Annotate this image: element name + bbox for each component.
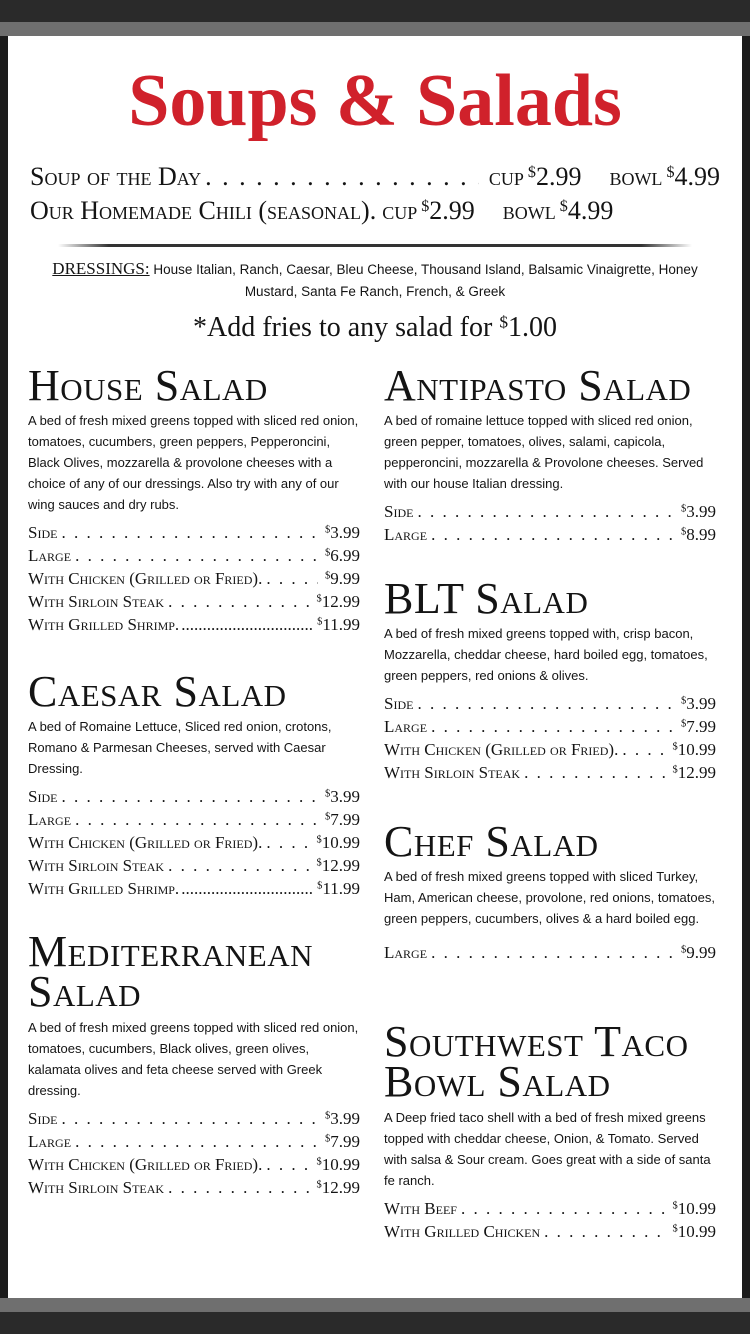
price-row xyxy=(28,810,360,833)
bowl-price: $4.99 xyxy=(559,196,614,225)
item-price: $12.99 xyxy=(316,856,360,876)
price-row xyxy=(28,569,360,592)
item-name: Large xyxy=(384,717,428,737)
item-name: With Sirloin Steak xyxy=(28,856,165,876)
price-row xyxy=(28,787,360,810)
leader-dots xyxy=(266,1155,309,1175)
section-title: BLT Salad xyxy=(384,574,589,623)
item-price: $11.99 xyxy=(317,615,360,635)
salad-section-chef xyxy=(384,817,716,966)
leader-dots xyxy=(75,546,318,566)
item-price: $10.99 xyxy=(672,740,716,760)
price-row xyxy=(28,1178,360,1201)
soup-name: Our Homemade Chili (seasonal). xyxy=(30,196,377,225)
leader-dots xyxy=(181,615,312,635)
price-row xyxy=(384,1222,716,1245)
leader-dots xyxy=(417,502,674,522)
leader-dots xyxy=(168,592,309,612)
section-title: House Salad xyxy=(28,361,268,410)
cup-label: cup xyxy=(382,196,418,225)
leader-dots xyxy=(622,740,665,760)
price-row xyxy=(384,740,716,763)
item-price: $8.99 xyxy=(680,525,716,545)
item-price: $10.99 xyxy=(316,833,360,853)
leader-dots xyxy=(75,1132,318,1152)
price-row xyxy=(28,1132,360,1155)
bowl-label: bowl xyxy=(502,196,556,225)
section-title: Southwest Taco Bowl Salad xyxy=(384,1017,689,1107)
salad-section-blt xyxy=(384,574,716,786)
leader-dots xyxy=(266,833,309,853)
top-frame xyxy=(0,0,750,22)
leader-dots xyxy=(431,943,674,963)
price-list xyxy=(28,1109,360,1201)
price-row xyxy=(384,763,716,786)
leader-dots xyxy=(181,879,312,899)
section-title: Antipasto Salad xyxy=(384,361,692,410)
price-row xyxy=(384,717,716,740)
leader-dots xyxy=(61,523,318,543)
item-price: $12.99 xyxy=(316,592,360,612)
item-price: $11.99 xyxy=(317,879,360,899)
item-name: With Chicken (Grilled or Fried). xyxy=(384,740,619,760)
item-name: With Grilled Chicken xyxy=(384,1221,541,1241)
price-row xyxy=(28,523,360,546)
leader-dots xyxy=(461,1199,666,1219)
item-name: With Chicken (Grilled or Fried). xyxy=(28,833,263,853)
item-name: Large xyxy=(28,1131,72,1151)
price-row xyxy=(28,546,360,569)
leader-dots xyxy=(266,569,318,589)
price-row xyxy=(384,502,716,525)
item-name: With Chicken (Grilled or Fried). xyxy=(28,569,263,589)
price-row xyxy=(384,694,716,717)
item-name: With Grilled Shrimp. xyxy=(28,615,180,635)
price-row xyxy=(28,615,360,638)
fries-text: *Add fries to any salad for xyxy=(192,312,500,343)
item-name: Side xyxy=(384,694,414,714)
dressings-list: House Italian, Ranch, Caesar, Bleu Cheese, Thousand Island, Balsamic Vinaigrette, Honey Mustard, Santa Fe Ranch, French, & Greek xyxy=(153,262,698,299)
item-name: Side xyxy=(384,502,414,522)
price-list xyxy=(384,694,716,786)
bowl-label: bowl xyxy=(609,162,663,191)
section-description: A Deep fried taco shell with a bed of fresh mixed greens topped with cheddar cheese, Onion, & Tomato. Served with salsa & Sour cream. Goes great with a side of santa fe ranch. xyxy=(384,1109,711,1188)
item-price: $3.99 xyxy=(324,1108,360,1128)
item-name: With Beef xyxy=(384,1198,457,1218)
leader-dots xyxy=(431,717,674,737)
price-row xyxy=(28,856,360,879)
price-row xyxy=(28,1109,360,1132)
price-row xyxy=(384,943,716,966)
bottom-frame xyxy=(0,1312,750,1334)
leader-dots xyxy=(75,810,318,830)
leader-dots xyxy=(168,1178,309,1198)
section-title: Chef Salad xyxy=(384,817,599,866)
price-list xyxy=(28,523,360,638)
fries-note: *Add fries to any salad for $1.00 xyxy=(192,312,558,343)
price-list xyxy=(384,943,716,966)
item-price: $10.99 xyxy=(672,1198,716,1218)
item-price: $3.99 xyxy=(680,502,716,522)
item-price: $10.99 xyxy=(672,1221,716,1241)
leader-dots xyxy=(168,856,309,876)
leader-dots xyxy=(544,1222,665,1242)
soup-name: Soup of the Day xyxy=(30,162,202,191)
price-list xyxy=(384,502,716,548)
divider-rule xyxy=(58,244,692,247)
price-list xyxy=(384,1199,716,1245)
section-description: A bed of fresh mixed greens topped with sliced Turkey, Ham, American cheese, provolone, red onions, tomatoes, green peppers, cucumbers, olives & a hard boiled egg. xyxy=(384,869,715,927)
cup-label: cup xyxy=(488,162,524,191)
soup-row xyxy=(30,196,720,230)
item-price: $12.99 xyxy=(672,763,716,783)
salad-section-taco xyxy=(384,1017,716,1245)
item-price: $7.99 xyxy=(324,810,360,830)
salad-section-house xyxy=(28,361,360,638)
leader-dots xyxy=(61,787,318,807)
price-list xyxy=(28,787,360,902)
item-price: $3.99 xyxy=(680,694,716,714)
item-name: Side xyxy=(28,523,58,543)
price-row xyxy=(28,879,360,902)
price-row xyxy=(28,1155,360,1178)
menu-page xyxy=(8,36,742,1298)
item-name: Large xyxy=(384,943,428,963)
price-row xyxy=(28,592,360,615)
section-description: A bed of romaine lettuce topped with sliced red onion, green pepper, tomatoes, olives, salami, capicola, pepperoncini, mozzarella & Provolone cheeses. Served with our house Italian dressing. xyxy=(384,413,704,492)
section-description: A bed of fresh mixed greens topped with sliced red onion, tomatoes, cucumbers, green peppers, Pepperoncini, Black Olives, mozzarella & provolone cheeses with a choice of any of our dressings. Also try with any of our wing sauces and dry rubs. xyxy=(28,413,359,513)
item-name: Large xyxy=(28,546,72,566)
item-price: $12.99 xyxy=(316,1177,360,1197)
item-name: Large xyxy=(28,810,72,830)
leader-dots xyxy=(417,694,674,714)
item-name: Side xyxy=(28,1108,58,1128)
salad-section-mediterranean xyxy=(28,927,360,1201)
leader-dots xyxy=(61,1109,318,1129)
bottom-border-strip xyxy=(0,1298,750,1312)
item-price: $3.99 xyxy=(324,523,360,543)
section-description: A bed of fresh mixed greens topped with sliced red onion, tomatoes, cucumbers, Black olives, green olives, kalamata olives and feta cheese served with Greek dressing. xyxy=(28,1019,359,1098)
dressings-label: DRESSINGS: xyxy=(52,259,150,278)
section-description: A bed of Romaine Lettuce, Sliced red onion, crotons, Romano & Parmesan Cheeses, served with Caesar Dressing. xyxy=(28,719,332,777)
item-name: With Grilled Shrimp. xyxy=(28,879,180,899)
bowl-price: $4.99 xyxy=(666,162,720,191)
dressings-note xyxy=(48,258,702,303)
price-row xyxy=(28,833,360,856)
item-name: With Chicken (Grilled or Fried). xyxy=(28,1154,263,1174)
item-name: Large xyxy=(384,525,428,545)
top-border-strip xyxy=(0,22,750,36)
leader-dots xyxy=(524,763,665,783)
item-price: $6.99 xyxy=(324,546,360,566)
cup-price: $2.99 xyxy=(527,162,582,191)
item-price: $7.99 xyxy=(324,1131,360,1151)
price-row xyxy=(384,525,716,548)
cup-price: $2.99 xyxy=(421,196,475,225)
salad-section-caesar xyxy=(28,667,360,902)
section-description: A bed of fresh mixed greens topped with, crisp bacon, Mozzarella, cheddar cheese, hard boiled egg, tomatoes, green peppers, red onions & olives. xyxy=(384,626,708,684)
item-name: With Sirloin Steak xyxy=(28,1177,165,1197)
salad-section-antipasto xyxy=(384,361,716,548)
item-price: $9.99 xyxy=(680,943,716,963)
section-title: Mediterranean Salad xyxy=(28,927,313,1017)
item-price: $3.99 xyxy=(324,787,360,807)
menu-title: Soups & Salads xyxy=(128,60,622,142)
leader-dots xyxy=(205,162,479,192)
item-name: Side xyxy=(28,787,58,807)
price-row xyxy=(384,1199,716,1222)
fries-price: 1.00 xyxy=(508,312,558,343)
item-price: $9.99 xyxy=(324,569,360,589)
item-price: $10.99 xyxy=(316,1154,360,1174)
item-price: $7.99 xyxy=(680,717,716,737)
item-name: With Sirloin Steak xyxy=(28,592,165,612)
item-name: With Sirloin Steak xyxy=(384,763,521,783)
soup-row xyxy=(30,162,720,196)
section-title: Caesar Salad xyxy=(28,667,287,716)
leader-dots xyxy=(431,525,674,545)
